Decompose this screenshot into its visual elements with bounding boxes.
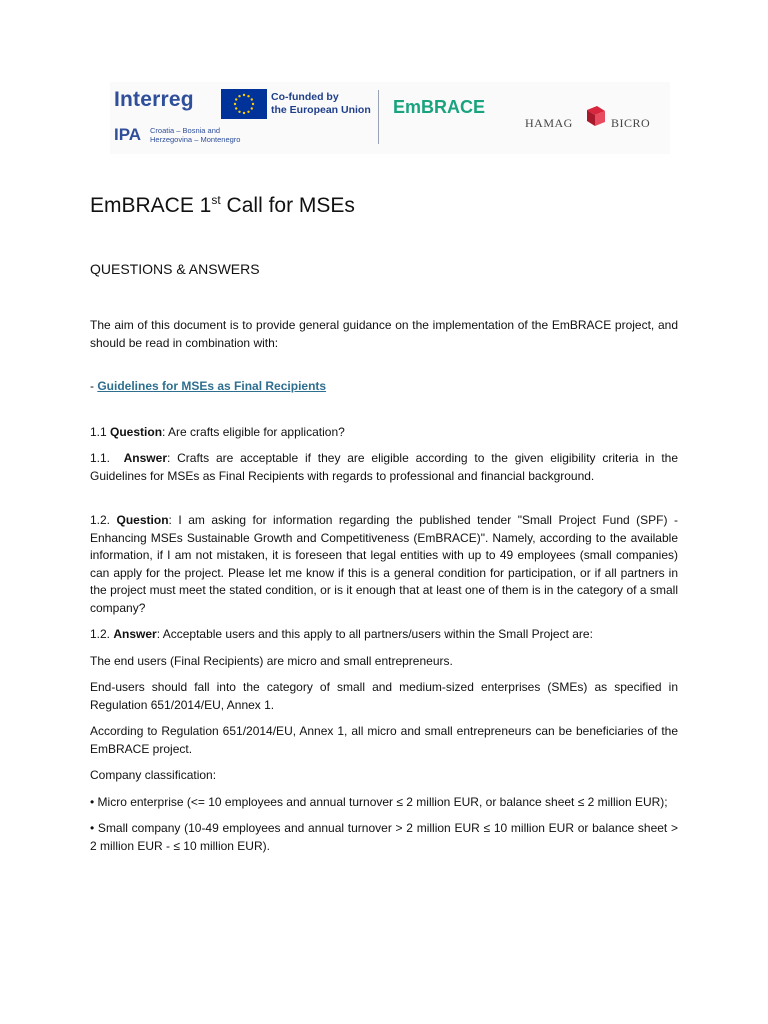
answer-1-2 [90,626,678,644]
eu-star [235,107,237,109]
eu-star [243,94,245,96]
hamag-cube-icon [583,104,609,128]
bullet-micro-enterprise: • Micro enterprise (<= 10 employees and annual turnover ≤ 2 million EUR, or balance sheet ≤ 2 million EUR); [90,794,668,809]
paragraph-classification: Company classification: [90,768,217,782]
eu-star [234,103,236,105]
a2-number: 1.2. [90,627,114,641]
paragraph-end-users: The end users (Final Recipients) are micro and small entrepreneurs. [90,653,453,668]
ipa-logo: IPA [114,125,142,144]
eu-star [247,95,249,97]
a1-number: 1.1. [90,451,124,465]
ipa-programme-text [150,126,270,144]
ipa-sub-line1: Croatia – Bosnia and [150,126,221,135]
eu-star [238,111,240,113]
eu-text-line2: the European Union [271,104,371,116]
logo-bar [110,82,670,154]
a2-text: : Acceptable users and this apply to all partners/users within the Small Project are: [156,627,593,641]
eu-star [243,112,245,114]
eu-text-line1: Co-funded by [271,91,339,103]
guidelines-link[interactable]: Guidelines for MSEs as Final Recipients [97,379,327,393]
a1-text: : Crafts are acceptable if they are eligible according to the given eligibility criteria in the Guidelines for MSEs as Final Recipients with regards to professional and financial background. [90,451,679,483]
eu-star [252,103,254,105]
document-title [90,194,355,218]
intro-paragraph: The aim of this document is to provide general guidance on the implementation of the EmBRACE project, and should be read in combination with: [90,318,678,350]
section-heading: QUESTIONS & ANSWERS [90,261,260,277]
eu-star [251,107,253,109]
title-superscript: st [211,193,221,207]
q2-text: : I am asking for information regarding the published tender "Small Project Fund (SPF) - Enhancing MSEs Sustainable Growth and Competitiveness (EmBRACE)". Namely, according to the available information, if I am not mistaken, it is foreseen that legal entities with up to 49 employees (small companies) can apply for the project. Please let me know if this is a general condition for participation, or if all partners in the project must meet the stated condition, or is it enough that at least one of them is in the category of a small company? [90,513,678,615]
link-prefix: - [90,379,98,393]
eu-flag-icon [221,89,267,119]
q1-number: 1.1 [90,424,111,439]
q1-label: Question [110,424,163,439]
paragraph-sme-category: End-users should fall into the category of small and medium-sized enterprises (SMEs) as specified in Regulation 651/2014/EU, Annex 1. [90,680,678,712]
interreg-logo: Interreg [114,88,194,111]
title-rest: Call for MSEs [220,194,355,217]
eu-star [247,111,249,113]
document-body [90,317,678,855]
guidelines-link-line [90,378,678,396]
q1-text: : Are crafts eligible for application? [162,424,345,439]
q2-label: Question [116,513,169,527]
embrace-logo: EmBRACE [393,97,486,117]
question-1-2 [90,512,678,617]
eu-star [238,95,240,97]
hamag-text: HAMAG [525,116,573,130]
a2-label: Answer [113,627,157,641]
ipa-sub-line2: Herzegovina – Montenegro [150,135,241,144]
answer-1-1 [90,450,678,485]
q2-number: 1.2. [90,513,117,527]
question-1-1 [90,424,678,442]
title-main: EmBRACE 1 [90,194,212,217]
hamag-bicro-logo [525,104,665,134]
eu-star [251,98,253,100]
eu-star [235,98,237,100]
bullet-small-company: • Small company (10-49 employees and annual turnover > 2 million EUR ≤ 10 million EUR or balance sheet > 2 million EUR - ≤ 10 million EUR). [90,821,678,853]
bicro-text: BICRO [611,116,651,130]
logo-divider [378,90,379,144]
paragraph-regulation: According to Regulation 651/2014/EU, Annex 1, all micro and small entrepreneurs can be beneficiaries of the EmBRACE project. [90,724,678,756]
a1-label: Answer [123,451,167,465]
eu-cofunded-text [271,91,371,117]
